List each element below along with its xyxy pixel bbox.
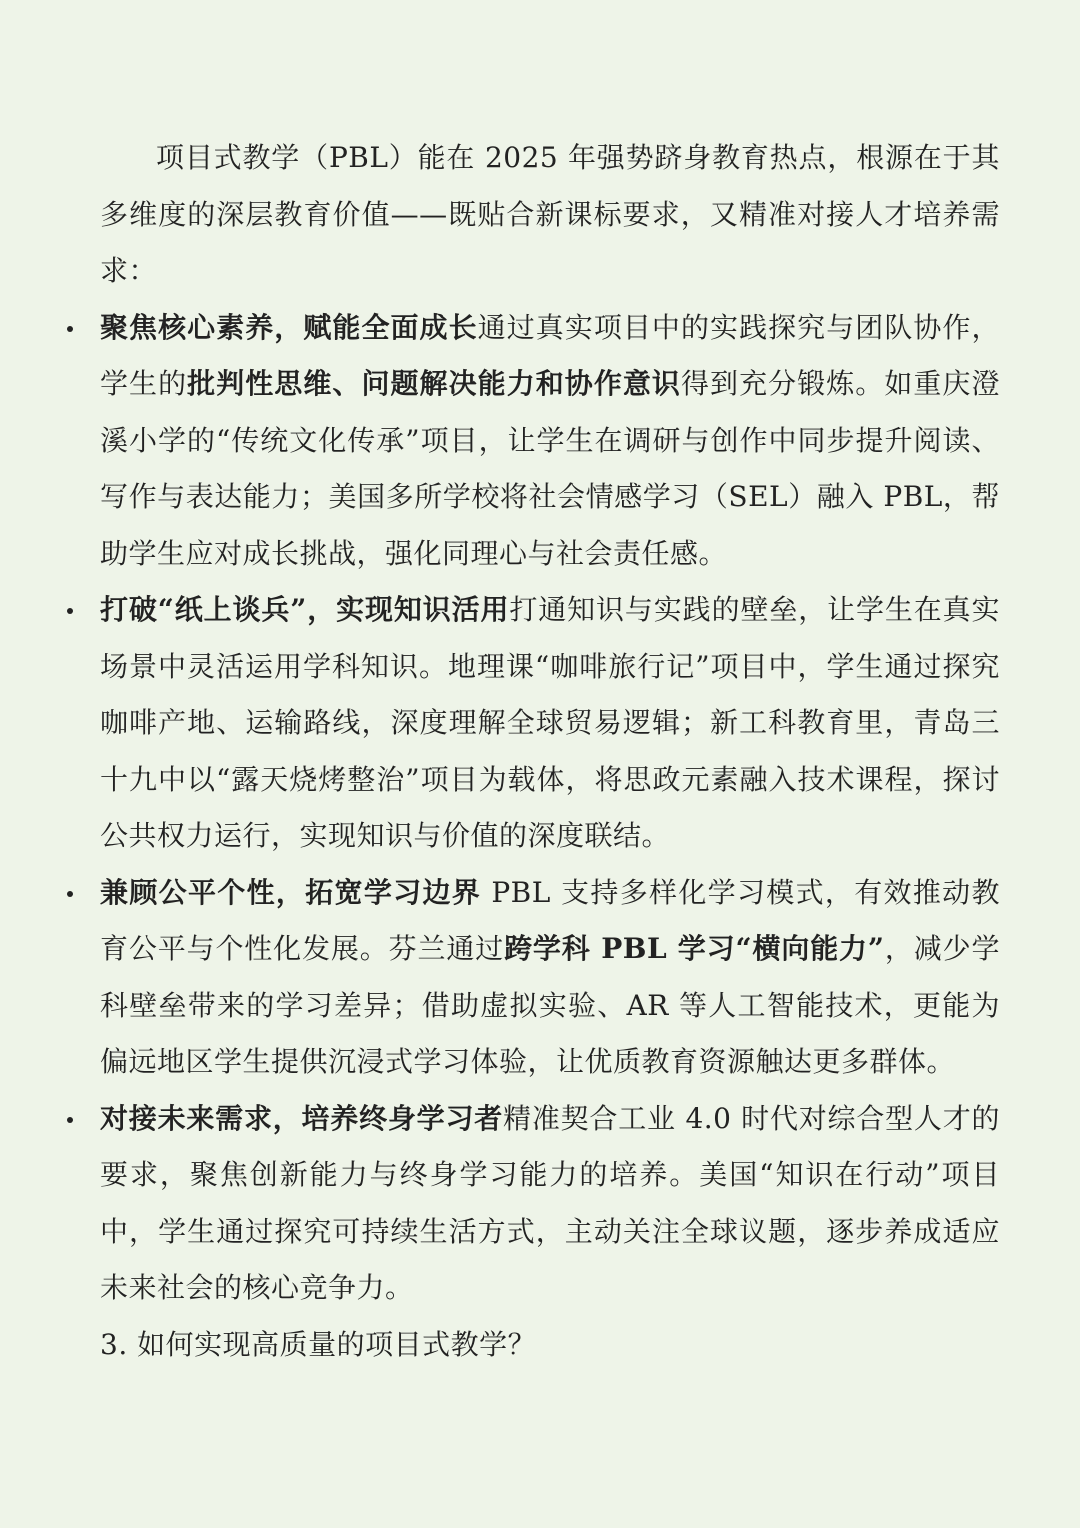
- bullet-dot-icon: [67, 1117, 73, 1123]
- bullet-dot-icon: [67, 326, 73, 332]
- section-heading: 3. 如何实现高质量的项目式教学？: [100, 1327, 537, 1361]
- bullet-item-core-literacy: [100, 300, 1000, 583]
- bullet-emphasis: 批判性思维、问题解决能力和协作意识: [187, 367, 681, 400]
- bullet-title: 对接未来需求，培养终身学习者: [100, 1101, 504, 1135]
- bullet-text: 打通知识与实践的壁垒，让学生在真实场景中灵活运用学科知识。地理课“咖啡旅行记”项目中，学生通过探究咖啡产地、运输路线，深度理解全球贸易逻辑；新工科教育里，青岛三十九中以“露天烧烤整治”项目为载体，将思政元素融入技术课程，探讨公共权力运行，实现知识与价值的深度联结。: [100, 593, 1000, 852]
- bullet-text: ，减少学科壁垒带来的学习差异；借助虚拟实验、AR 等人工智能技术，更能为偏远地区学生提供沉浸式学习体验，让优质教育资源触达更多群体。: [100, 932, 1000, 1078]
- bullet-text: 精准契合工业 4.0 时代对综合型人才的要求，聚焦创新能力与终身学习能力的培养。美国“知识在行动”项目中，学生通过探究可持续生活方式，主动关注全球议题，逐步养成适应未来社会的核心竞争力。: [100, 1101, 1000, 1304]
- bullet-title: 打破“纸上谈兵”，实现知识活用: [100, 593, 510, 626]
- bullet-list: [100, 300, 1000, 1317]
- bullet-text: 通过真实项目中的实践探究与团队协作，学生的: [100, 310, 1000, 400]
- bullet-text: PBL 支持多样化学习模式，有效推动教育公平与个性化发展。芬兰通过: [100, 875, 1000, 965]
- bullet-item-future-needs: [100, 1091, 1000, 1317]
- document-body: [100, 130, 1000, 1373]
- bullet-item-equity-personalization: [100, 865, 1000, 1091]
- intro-paragraph: 项目式教学（PBL）能在 2025 年强势跻身教育热点，根源在于其多维度的深层教育价值——既贴合新课标要求，又精准对接人才培养需求：: [100, 141, 1000, 287]
- bullet-title: 兼顾公平个性，拓宽学习边界: [100, 875, 482, 909]
- bullet-item-knowledge-application: [100, 582, 1000, 865]
- bullet-title: 聚焦核心素养，赋能全面成长: [100, 310, 478, 344]
- bullet-text: 得到充分锻炼。如重庆澄溪小学的“传统文化传承”项目，让学生在调研与创作中同步提升阅读、写作与表达能力；美国多所学校将社会情感学习（SEL）融入 PBL，帮助学生应对成长挑战，强化同理心与社会责任感。: [100, 367, 1000, 570]
- bullet-emphasis: 跨学科 PBL 学习“横向能力”: [504, 932, 885, 965]
- bullet-dot-icon: [67, 891, 73, 897]
- bullet-dot-icon: [67, 608, 73, 614]
